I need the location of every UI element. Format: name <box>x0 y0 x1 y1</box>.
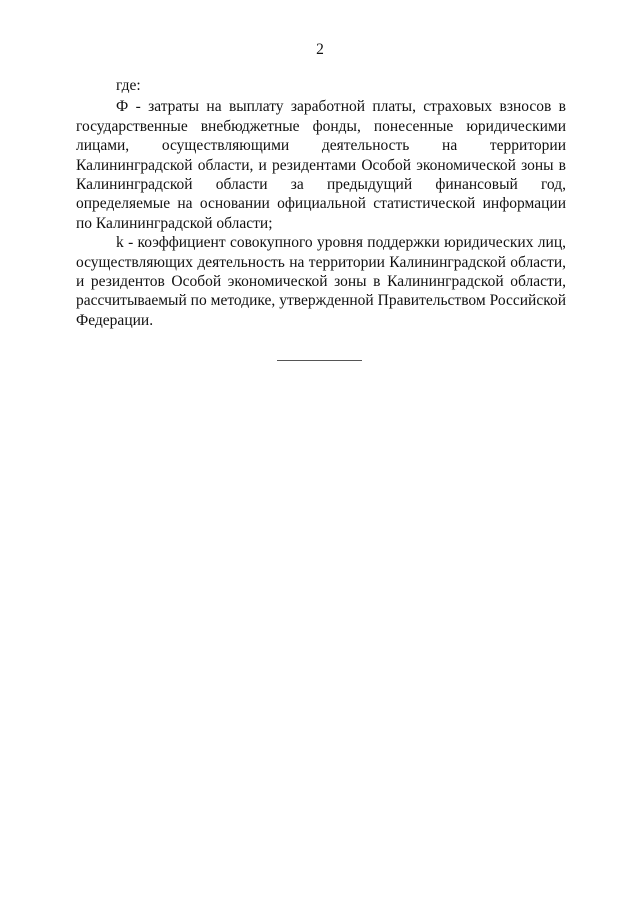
paragraph-k-definition: k - коэффициент совокупного уровня поддержки юридических лиц, осуществляющих деятельность на территории Калининградской области, и резидентов Особой экономической зоны в Калининградской области, рассчитываемый по методике, утвержденной Правительством Российской Федерации. <box>76 234 566 329</box>
end-divider <box>277 360 362 361</box>
paragraph-phi-definition: Ф - затраты на выплату заработной платы, страховых взносов в государственные внебюджетные фонды, понесенные юридическими лицами, осуществляющими деятельность на территории Калининградской области, и резидентами Особой экономической зоны в Калининградской области за предыдущий финансовый год, определяемые на основании официальной статистической информации по Калининградской области; <box>76 98 566 232</box>
lead-text: где: <box>116 77 141 94</box>
page-number: 2 <box>316 41 324 58</box>
document-body <box>76 76 566 330</box>
